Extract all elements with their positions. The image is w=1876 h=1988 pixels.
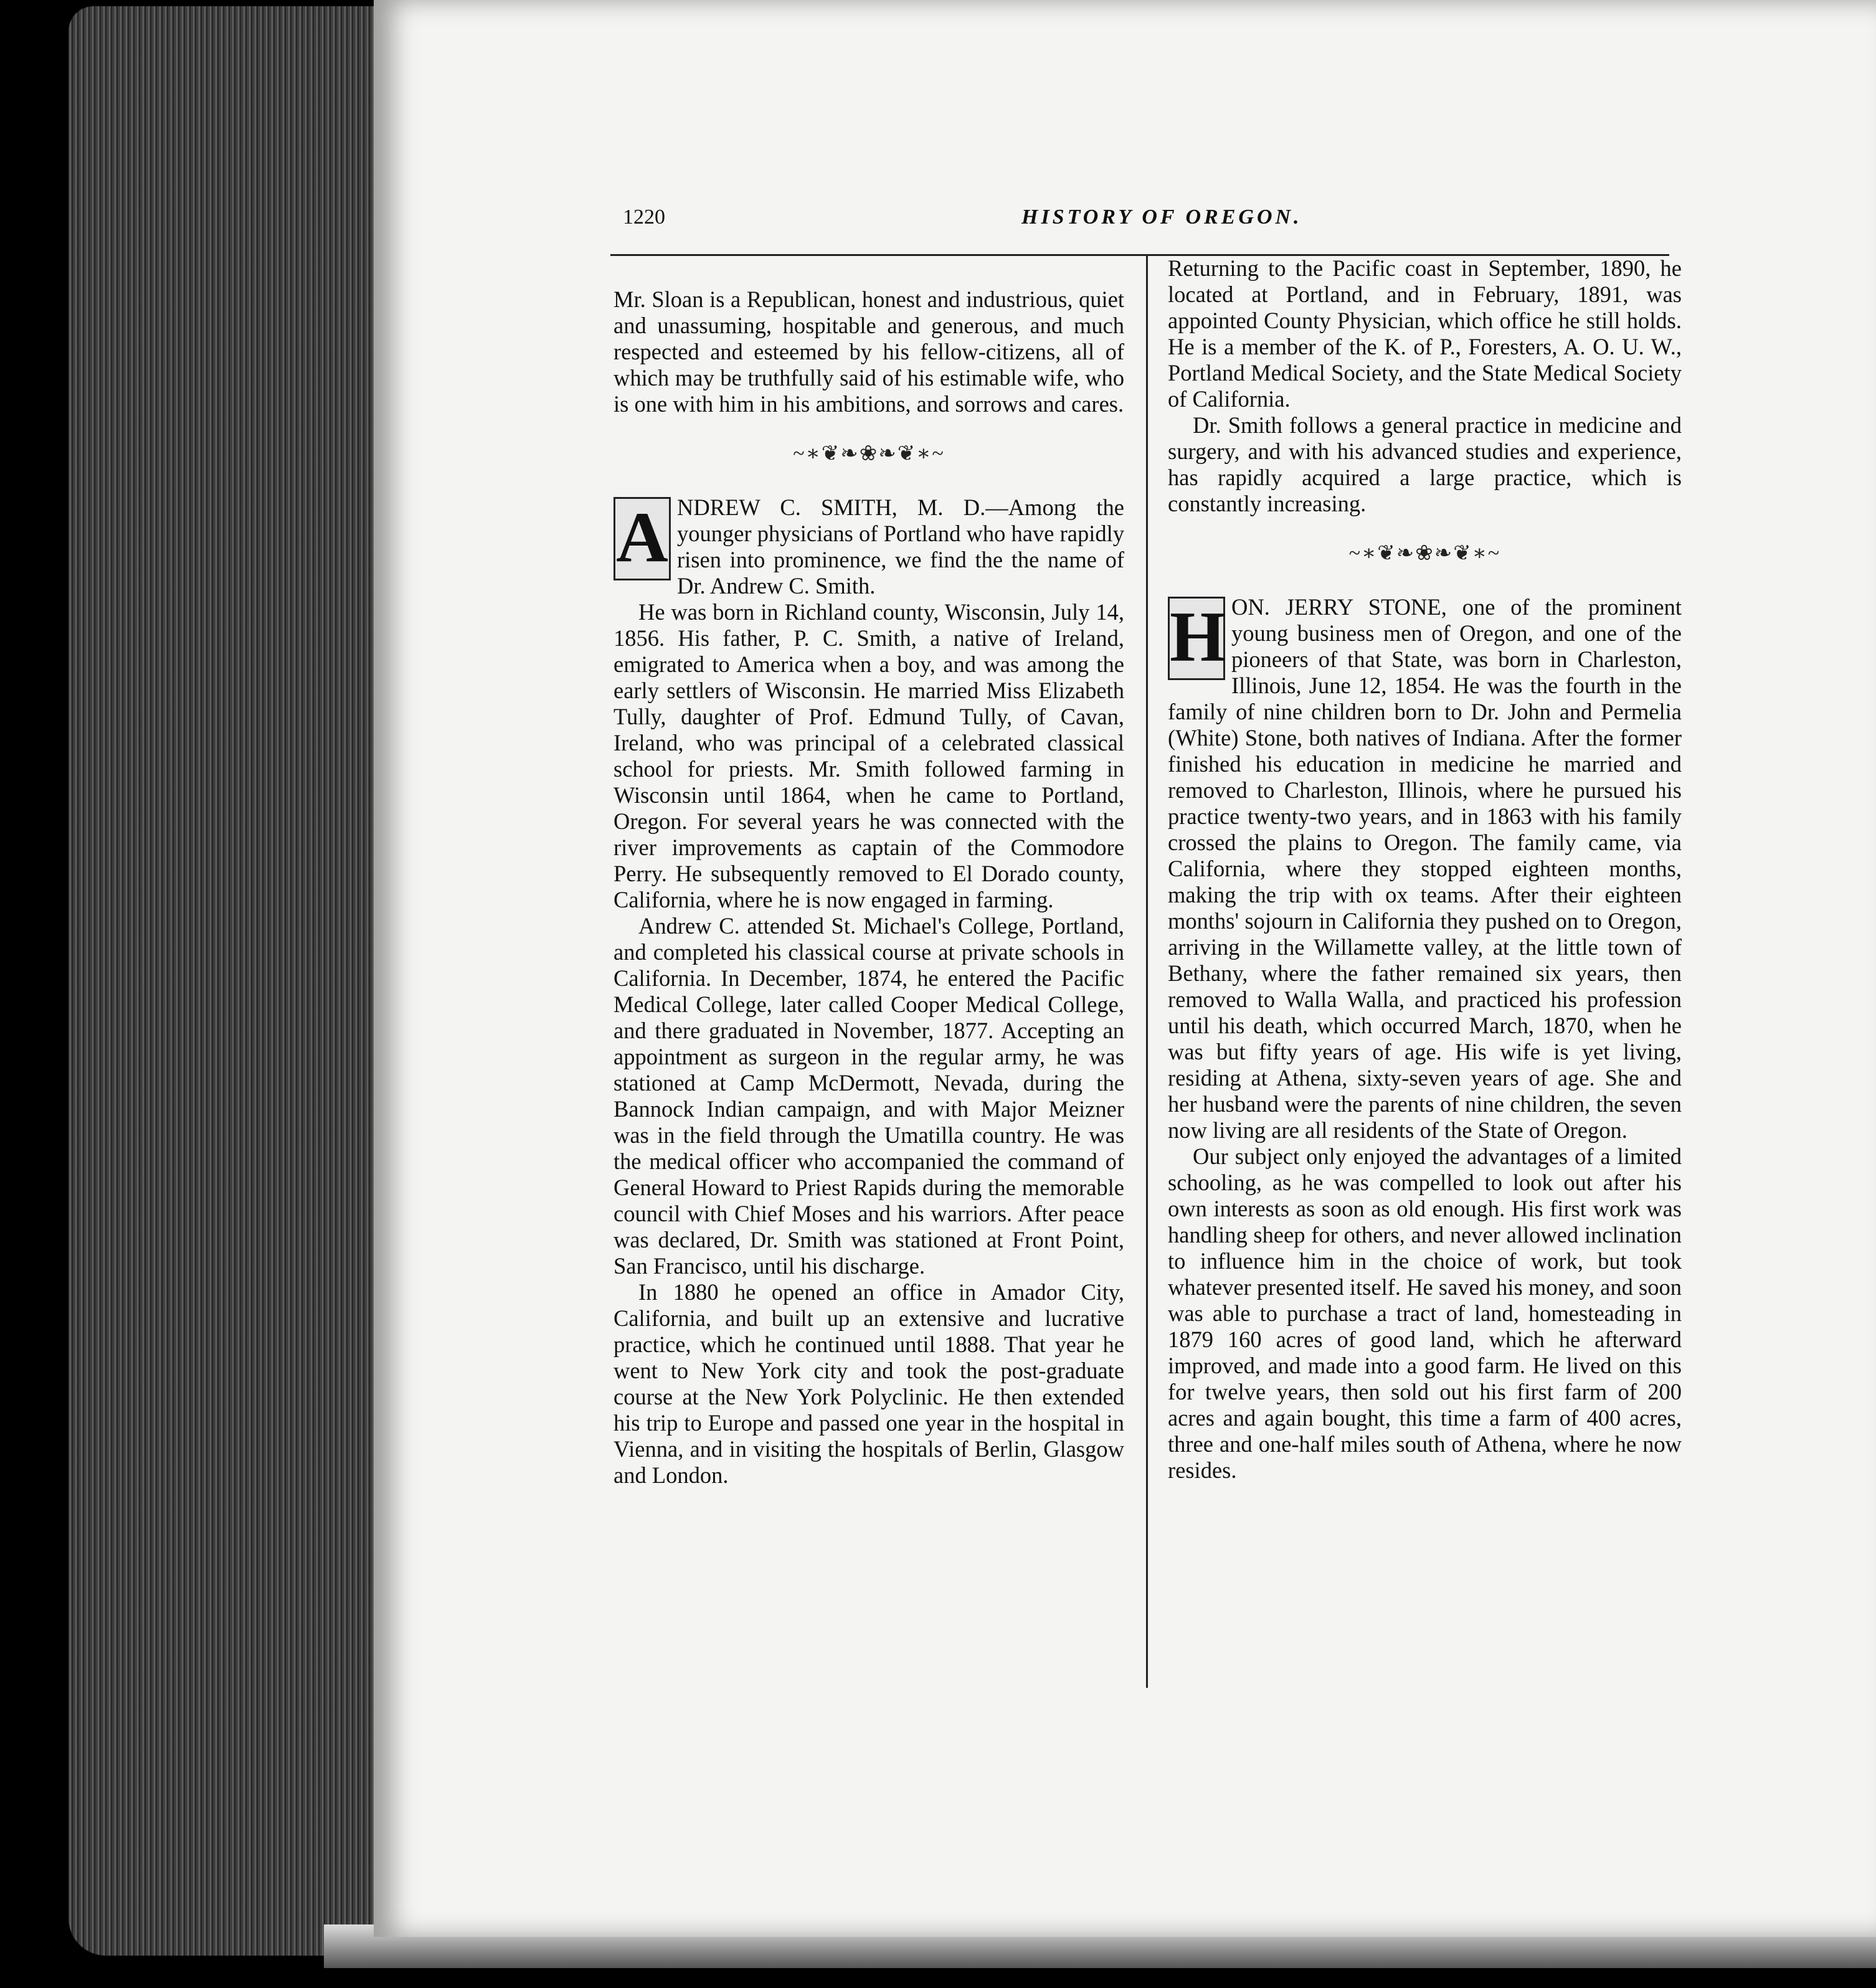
paragraph-smith-practice: In 1880 he opened an office in Amador City, California, and built up an extensive and lucrative practice, which he continued until 1888. That year he went to New York city and took the post-graduate course at the New York Polyclinic. He then extended his trip to Europe and passed one year in the hospital in Vienna, and in visiting the hospitals of Berlin, Glasgow and London. [613,1279,1124,1488]
paragraph-smith-general: Dr. Smith follows a general practice in medicine and surgery, and with his advanced studies and experience, has rapidly acquired a large practice, which is constantly increasing. [1168,412,1682,516]
drop-cap-a: A [613,497,671,580]
paragraph-smith-education: Andrew C. attended St. Michael's College, Portland, and completed his classical course at private schools in California. In December, 1874, he entered the Pacific Medical College, later called Cooper Medical College, and there graduated in November, 1877. Accepting an appointment as surgeon in the regular army, he was stationed at Camp McDermott, Nevada, during the Bannock Indian campaign, and with Major Meizner was in the field through the Umatilla country. He was the medical officer who accompanied the command of General Howard to Priest Rapids during the memorable council with Chief Moses and his warriors. After peace was declared, Dr. Smith was stationed at Front Point, San Francisco, until his discharge. [613,913,1124,1279]
smith-heading: NDREW C. SMITH, M. D. [677,495,986,520]
stone-bio-intro [1168,594,1682,1143]
right-column [1168,255,1682,1484]
running-title: HISTORY OF OREGON. [1021,206,1302,229]
smith-bio-intro [613,495,1124,599]
page-header [623,206,1663,243]
drop-cap-h: H [1168,597,1225,680]
stone-intro-text: one of the prominent young business men of Oregon, and one of the pioneers of that State, was born in Charleston, Illinois, June 12, 1854. He was the fourth in the family of nine children born to Dr. John and Permelia (White) Stone, both natives of Indiana. After the former finished his education in medicine he married and removed to Charleston, Illinois, where he pursued his practice twenty-two years, and in 1863 with his family crossed the plains to Oregon. The family came, via California, where they stopped eighteen months, making the trip with ox teams. After their eighteen months' sojourn in California they pushed on to Oregon, arriving in the Willamette valley, at the little town of Bethany, where the father remained six years, then removed to Walla Walla, and practiced his profession until his death, which occurred March, 1870, when he was but fifty years of age. His wife is yet living, residing at Athena, sixty-seven years of age. She and her husband were the parents of nine children, the seven now living are all residents of the State of Oregon. [1168,594,1682,1143]
book-page-edges [69,6,392,1956]
column-divider [1146,255,1148,1688]
page-number: 1220 [623,206,665,229]
ornament-divider: ~∗❦❧❀❧❦∗~ [793,442,945,465]
left-column [613,286,1124,1489]
ornament-divider: ~∗❦❧❀❧❦∗~ [1348,542,1501,565]
paragraph-sloan: Mr. Sloan is a Republican, honest and industrious, quiet and unassuming, hospitable and generous, and much respected and esteemed by his fellow-citizens, all of which may be truthfully said of his estimable wife, who is one with him in his ambitions, and sorrows and cares. [613,286,1124,417]
paragraph-stone-career: Our subject only enjoyed the advantages of a limited schooling, as he was compelled to look out after his own interests as soon as old enough. His first work was handling sheep for others, and never allowed inclination to influence him in the choice of work, but took whatever presented itself. He saved his money, and soon was able to purchase a tract of land, homesteading in 1879 160 acres of good land, which he afterward improved, and made into a good farm. He lived on this for twelve years, then sold out his first farm of 200 acres and again bought, this time a farm of 400 acres, three and one-half miles south of Athena, where he now resides. [1168,1143,1682,1483]
stone-heading: ON. JERRY STONE, [1231,594,1447,620]
paragraph-smith-birth: He was born in Richland county, Wisconsin, July 14, 1856. His father, P. C. Smith, a native of Ireland, emigrated to America when a boy, and was among the early settlers of Wisconsin. He married Miss Elizabeth Tully, daughter of Prof. Edmund Tully, of Cavan, Ireland, who was principal of a celebrated classical school for priests. Mr. Smith followed farming in Wisconsin until 1864, when he came to Portland, Oregon. For several years he was connected with the river improvements as captain of the Commodore Perry. He subsequently removed to El Dorado county, California, where he is now engaged in farming. [613,599,1124,912]
paragraph-smith-portland: Returning to the Pacific coast in September, 1890, he located at Portland, and in February, 1891, was appointed County Physician, which office he still holds. He is a member of the K. of P., Foresters, A. O. U. W., Portland Medical Society, and the State Medical Society of California. [1168,255,1682,412]
smith-intro-text: —Among the younger physicians of Portland who have rapidly risen into prominence, we find the the name of Dr. Andrew C. Smith. [677,495,1125,599]
